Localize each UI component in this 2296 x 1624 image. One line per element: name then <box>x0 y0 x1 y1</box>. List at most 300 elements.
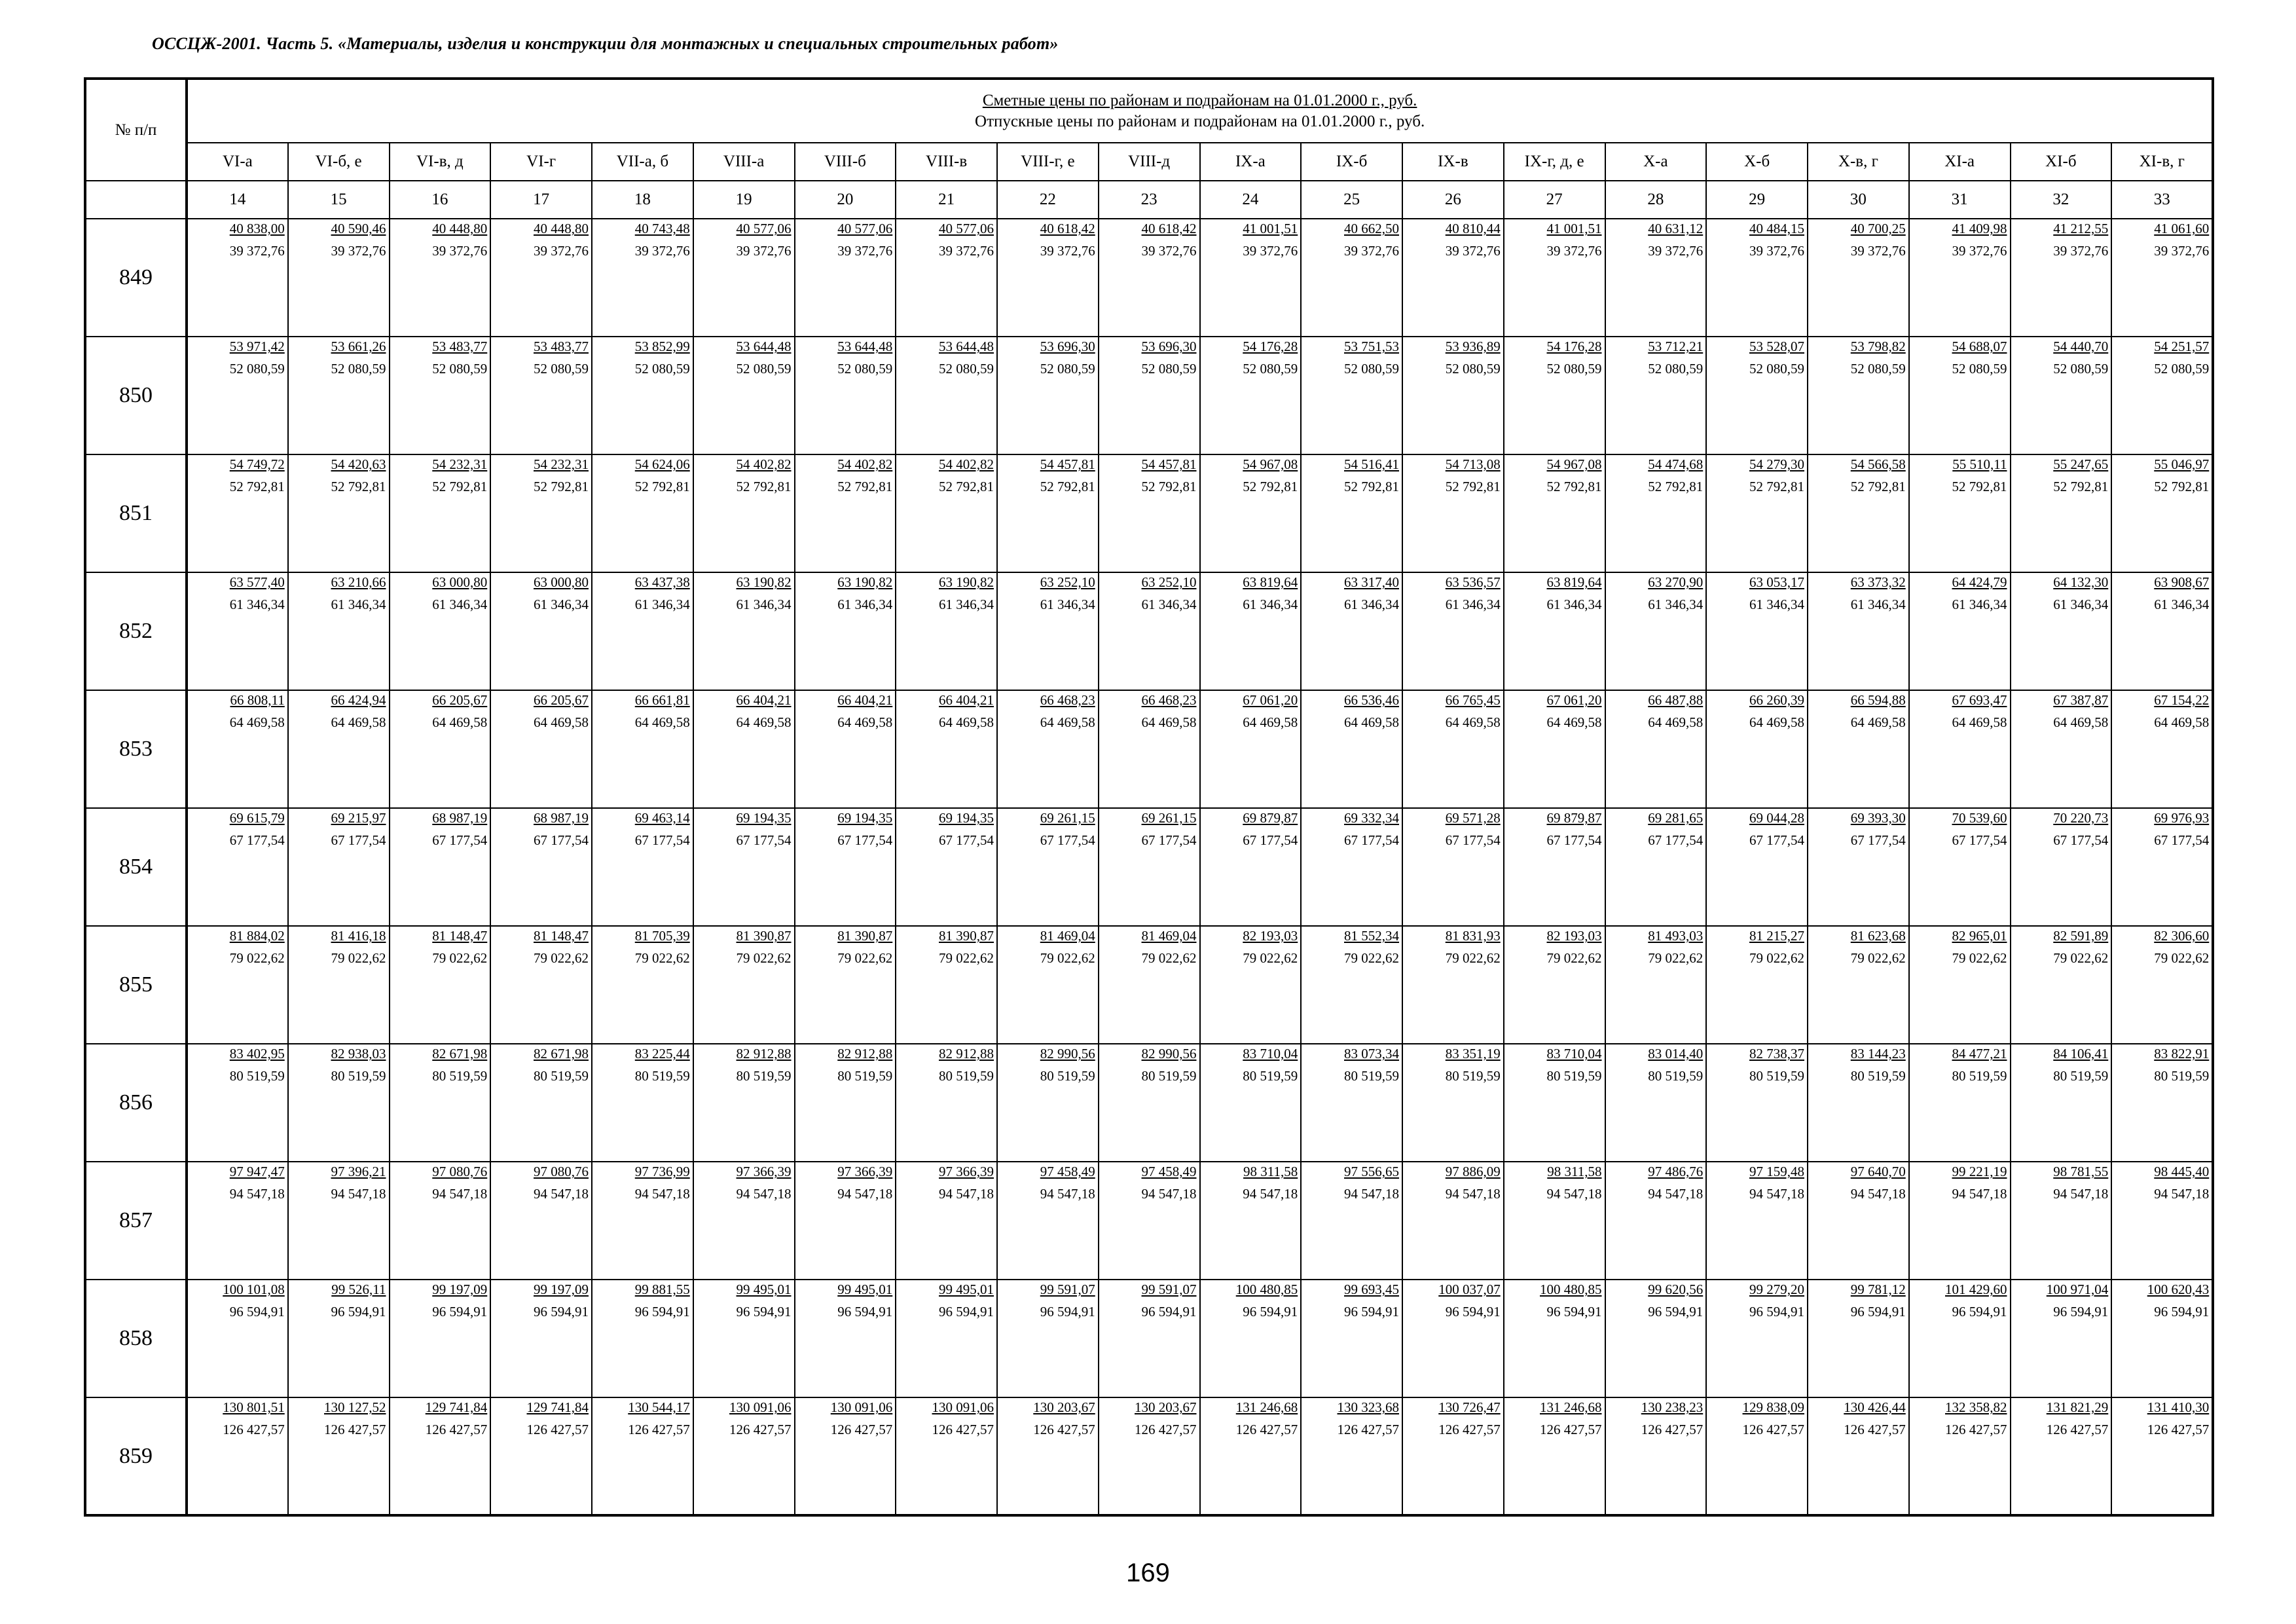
estimate-price: 97 640,70 <box>1850 1164 1906 1179</box>
estimate-price: 99 781,12 <box>1850 1282 1906 1297</box>
price-cell <box>1808 337 1909 454</box>
price-cell <box>1504 1044 1605 1162</box>
price-cell <box>1909 1280 2011 1397</box>
estimate-price: 69 571,28 <box>1445 810 1501 826</box>
price-cell <box>390 1397 491 1515</box>
estimate-price: 69 044,28 <box>1749 810 1804 826</box>
estimate-price: 82 912,88 <box>837 1046 893 1061</box>
estimate-price: 40 743,48 <box>634 221 690 236</box>
price-cell <box>1402 337 1504 454</box>
estimate-price: 98 311,58 <box>1243 1164 1298 1179</box>
release-price: 80 519,59 <box>1546 1068 1602 1084</box>
price-cell <box>896 1280 997 1397</box>
release-price: 61 346,34 <box>432 597 488 612</box>
price-cell <box>187 1044 288 1162</box>
release-price: 79 022,62 <box>1546 950 1602 966</box>
price-cell <box>288 926 390 1044</box>
column-number-row <box>85 181 2213 219</box>
district-header: VIII-б <box>795 143 896 181</box>
price-cell <box>896 219 997 337</box>
release-price: 94 547,18 <box>837 1186 893 1202</box>
price-cell <box>1605 690 1707 808</box>
price-cell <box>288 1280 390 1397</box>
district-header: VIII-г, е <box>997 143 1099 181</box>
estimate-price: 130 238,23 <box>1641 1399 1704 1415</box>
price-cell <box>896 572 997 690</box>
price-cell <box>1808 454 1909 572</box>
release-price: 126 427,57 <box>1540 1422 1602 1437</box>
release-price: 67 177,54 <box>1445 832 1501 848</box>
price-cell <box>592 1397 693 1515</box>
estimate-price: 99 279,20 <box>1749 1282 1804 1297</box>
price-cell <box>2011 690 2112 808</box>
price-cell <box>2111 337 2213 454</box>
price-cell <box>187 690 288 808</box>
price-cell <box>1099 1397 1200 1515</box>
price-cell <box>795 454 896 572</box>
release-price: 52 080,59 <box>1445 361 1501 377</box>
estimate-price: 83 225,44 <box>634 1046 690 1061</box>
price-cell <box>490 1397 592 1515</box>
price-cell <box>390 454 491 572</box>
estimate-price: 68 987,19 <box>534 810 589 826</box>
estimate-price: 99 197,09 <box>534 1282 589 1297</box>
release-price: 39 372,76 <box>534 243 589 259</box>
price-cell <box>390 572 491 690</box>
price-cell <box>1605 1397 1707 1515</box>
release-price: 126 427,57 <box>1337 1422 1399 1437</box>
price-cell <box>288 808 390 926</box>
estimate-price: 53 696,30 <box>1141 339 1197 354</box>
price-cell <box>490 808 592 926</box>
price-cell <box>997 690 1099 808</box>
estimate-price: 83 351,19 <box>1445 1046 1501 1061</box>
row-number: 850 <box>85 337 187 454</box>
district-header: VIII-д <box>1099 143 1200 181</box>
estimate-price: 130 203,67 <box>1033 1399 1095 1415</box>
estimate-price: 66 661,81 <box>634 692 690 708</box>
district-header: X-б <box>1706 143 1808 181</box>
estimate-price: 83 144,23 <box>1850 1046 1906 1061</box>
release-price: 80 519,59 <box>229 1068 285 1084</box>
release-price: 64 469,58 <box>1952 714 2007 730</box>
release-price: 61 346,34 <box>1648 597 1704 612</box>
estimate-price: 130 203,67 <box>1135 1399 1197 1415</box>
price-cell <box>1402 454 1504 572</box>
price-cell <box>1504 572 1605 690</box>
price-cell <box>693 337 795 454</box>
price-cell <box>592 1044 693 1162</box>
release-price: 79 022,62 <box>634 950 690 966</box>
release-price: 52 080,59 <box>1850 361 1906 377</box>
estimate-price: 54 279,30 <box>1749 456 1804 472</box>
estimate-price: 66 404,21 <box>837 692 893 708</box>
row-number: 851 <box>85 454 187 572</box>
estimate-price: 63 317,40 <box>1344 574 1399 590</box>
estimate-price: 130 726,47 <box>1438 1399 1501 1415</box>
release-price: 96 594,91 <box>1243 1304 1298 1320</box>
release-price: 96 594,91 <box>432 1304 488 1320</box>
estimate-price: 81 469,04 <box>1040 928 1095 944</box>
release-price: 96 594,91 <box>2154 1304 2210 1320</box>
estimate-price: 66 468,23 <box>1040 692 1095 708</box>
estimate-price: 100 620,43 <box>2147 1282 2210 1297</box>
price-cell <box>2111 572 2213 690</box>
estimate-price: 69 281,65 <box>1648 810 1704 826</box>
release-price: 52 792,81 <box>1445 479 1501 494</box>
release-price: 96 594,91 <box>1344 1304 1399 1320</box>
release-price: 52 080,59 <box>1141 361 1197 377</box>
row-number: 857 <box>85 1162 187 1280</box>
estimate-price: 129 741,84 <box>526 1399 589 1415</box>
release-price: 80 519,59 <box>1344 1068 1399 1084</box>
estimate-price: 130 426,44 <box>1844 1399 1906 1415</box>
estimate-price: 83 710,04 <box>1546 1046 1602 1061</box>
estimate-price: 63 536,57 <box>1445 574 1501 590</box>
release-price: 96 594,91 <box>229 1304 285 1320</box>
release-price: 64 469,58 <box>534 714 589 730</box>
release-price: 52 080,59 <box>432 361 488 377</box>
district-header: X-а <box>1605 143 1707 181</box>
estimate-price: 66 404,21 <box>736 692 792 708</box>
table-row <box>85 337 2213 454</box>
table-row <box>85 1397 2213 1515</box>
release-price: 126 427,57 <box>1641 1422 1704 1437</box>
estimate-price: 54 440,70 <box>2053 339 2109 354</box>
price-cell <box>693 572 795 690</box>
price-cell <box>1909 1397 2011 1515</box>
price-cell <box>1909 808 2011 926</box>
release-price: 96 594,91 <box>837 1304 893 1320</box>
release-price: 52 792,81 <box>736 479 792 494</box>
price-cell <box>896 337 997 454</box>
release-price: 52 080,59 <box>1040 361 1095 377</box>
price-cell <box>1301 1280 1402 1397</box>
price-cell <box>795 219 896 337</box>
release-price: 64 469,58 <box>1141 714 1197 730</box>
estimate-price: 131 246,68 <box>1540 1399 1602 1415</box>
release-price: 79 022,62 <box>331 950 386 966</box>
estimate-price: 63 908,67 <box>2154 574 2210 590</box>
column-number: 14 <box>187 181 288 219</box>
district-header: VIII-а <box>693 143 795 181</box>
price-cell <box>1301 808 1402 926</box>
release-price: 94 547,18 <box>736 1186 792 1202</box>
release-price: 64 469,58 <box>634 714 690 730</box>
release-price: 94 547,18 <box>432 1186 488 1202</box>
estimate-price: 70 539,60 <box>1952 810 2007 826</box>
release-price: 80 519,59 <box>837 1068 893 1084</box>
price-cell <box>1706 454 1808 572</box>
price-cell <box>1605 219 1707 337</box>
price-cell <box>1605 1280 1707 1397</box>
estimate-price: 97 366,39 <box>939 1164 994 1179</box>
table-row <box>85 926 2213 1044</box>
price-cell <box>693 1397 795 1515</box>
price-cell <box>1706 1044 1808 1162</box>
price-cell <box>1301 454 1402 572</box>
price-cell <box>1909 219 2011 337</box>
price-cell <box>390 690 491 808</box>
release-price: 61 346,34 <box>1749 597 1804 612</box>
price-cell <box>693 690 795 808</box>
release-price: 52 792,81 <box>1243 479 1298 494</box>
estimate-price: 54 967,08 <box>1546 456 1602 472</box>
estimate-price: 132 358,82 <box>1945 1399 2007 1415</box>
release-price: 64 469,58 <box>736 714 792 730</box>
release-price-title: Отпускные цены по районам и подрайонам на 01.01.2000 г., руб. <box>975 112 1425 130</box>
table-row <box>85 808 2213 926</box>
release-price: 64 469,58 <box>1850 714 1906 730</box>
estimate-price: 64 132,30 <box>2053 574 2109 590</box>
estimate-price: 99 495,01 <box>837 1282 893 1297</box>
column-number: 21 <box>896 181 997 219</box>
release-price: 52 792,81 <box>2154 479 2210 494</box>
release-price: 79 022,62 <box>1040 950 1095 966</box>
estimate-price: 130 544,17 <box>628 1399 690 1415</box>
release-price: 80 519,59 <box>432 1068 488 1084</box>
column-number: 32 <box>2011 181 2112 219</box>
release-price: 79 022,62 <box>2053 950 2109 966</box>
price-cell <box>288 690 390 808</box>
release-price: 61 346,34 <box>534 597 589 612</box>
price-cell <box>187 926 288 1044</box>
estimate-price: 97 366,39 <box>837 1164 893 1179</box>
price-cell <box>2011 219 2112 337</box>
estimate-price: 81 148,47 <box>534 928 589 944</box>
estimate-price: 97 080,76 <box>432 1164 488 1179</box>
release-price: 67 177,54 <box>1344 832 1399 848</box>
estimate-price: 63 000,80 <box>432 574 488 590</box>
price-cell <box>795 572 896 690</box>
release-price: 52 080,59 <box>939 361 994 377</box>
release-price: 52 792,81 <box>229 479 285 494</box>
release-price: 39 372,76 <box>432 243 488 259</box>
estimate-price: 97 736,99 <box>634 1164 690 1179</box>
release-price: 39 372,76 <box>1952 243 2007 259</box>
price-cell <box>1808 1162 1909 1280</box>
release-price: 79 022,62 <box>534 950 589 966</box>
estimate-price: 54 474,68 <box>1648 456 1704 472</box>
price-cell <box>1099 926 1200 1044</box>
release-price: 126 427,57 <box>1033 1422 1095 1437</box>
table-row <box>85 454 2213 572</box>
price-cell <box>187 1280 288 1397</box>
release-price: 94 547,18 <box>1141 1186 1197 1202</box>
estimate-price: 130 801,51 <box>223 1399 285 1415</box>
price-cell <box>490 219 592 337</box>
price-cell <box>288 1044 390 1162</box>
price-cell <box>592 1162 693 1280</box>
table-row <box>85 690 2213 808</box>
price-cell <box>1504 690 1605 808</box>
price-cell <box>1099 454 1200 572</box>
price-cell <box>1909 1162 2011 1280</box>
price-cell <box>1706 1397 1808 1515</box>
price-cell <box>997 926 1099 1044</box>
estimate-price: 81 705,39 <box>634 928 690 944</box>
release-price: 39 372,76 <box>1546 243 1602 259</box>
release-price: 79 022,62 <box>229 950 285 966</box>
price-cell <box>1504 337 1605 454</box>
estimate-price: 40 838,00 <box>229 221 285 236</box>
estimate-price: 54 566,58 <box>1850 456 1906 472</box>
estimate-price: 67 693,47 <box>1952 692 2007 708</box>
estimate-price: 69 332,34 <box>1344 810 1399 826</box>
price-cell <box>1706 808 1808 926</box>
price-cell <box>1808 1397 1909 1515</box>
release-price: 61 346,34 <box>1445 597 1501 612</box>
table-row <box>85 1162 2213 1280</box>
estimate-price: 84 106,41 <box>2053 1046 2109 1061</box>
district-header: VI-б, е <box>288 143 390 181</box>
release-price: 61 346,34 <box>1850 597 1906 612</box>
estimate-price: 97 458,49 <box>1141 1164 1197 1179</box>
column-number: 20 <box>795 181 896 219</box>
release-price: 126 427,57 <box>830 1422 893 1437</box>
estimate-price: 82 671,98 <box>432 1046 488 1061</box>
estimate-price: 40 484,15 <box>1749 221 1804 236</box>
column-number: 26 <box>1402 181 1504 219</box>
price-cell <box>1808 926 1909 1044</box>
price-cell <box>2011 808 2112 926</box>
release-price: 94 547,18 <box>1445 1186 1501 1202</box>
running-header: ОССЦЖ-2001. Часть 5. «Материалы, изделия и конструкции для монтажных и специальных строительных работ» <box>152 34 1059 53</box>
price-cell <box>1706 690 1808 808</box>
estimate-price: 131 410,30 <box>2147 1399 2210 1415</box>
release-price: 126 427,57 <box>1135 1422 1197 1437</box>
price-cell <box>1706 572 1808 690</box>
estimate-price: 97 556,65 <box>1344 1164 1399 1179</box>
release-price: 96 594,91 <box>2053 1304 2109 1320</box>
estimate-price: 82 965,01 <box>1952 928 2007 944</box>
estimate-price: 67 387,87 <box>2053 692 2109 708</box>
estimate-price: 130 091,06 <box>932 1399 994 1415</box>
release-price: 67 177,54 <box>939 832 994 848</box>
estimate-price: 99 620,56 <box>1648 1282 1704 1297</box>
price-cell <box>997 337 1099 454</box>
price-cell <box>997 808 1099 926</box>
release-price: 126 427,57 <box>425 1422 488 1437</box>
release-price: 126 427,57 <box>1438 1422 1501 1437</box>
price-cell <box>1909 454 2011 572</box>
release-price: 80 519,59 <box>1243 1068 1298 1084</box>
release-price: 94 547,18 <box>1952 1186 2007 1202</box>
estimate-price: 66 260,39 <box>1749 692 1804 708</box>
estimate-price: 101 429,60 <box>1945 1282 2007 1297</box>
price-cell <box>2011 1162 2112 1280</box>
price-cell <box>896 808 997 926</box>
price-cell <box>592 926 693 1044</box>
estimate-price: 53 798,82 <box>1850 339 1906 354</box>
release-price: 94 547,18 <box>229 1186 285 1202</box>
column-number: 24 <box>1200 181 1302 219</box>
estimate-price: 130 323,68 <box>1337 1399 1399 1415</box>
estimate-price: 63 000,80 <box>534 574 589 590</box>
release-price: 126 427,57 <box>932 1422 994 1437</box>
table-body <box>85 219 2213 1515</box>
estimate-price: 130 091,06 <box>729 1399 792 1415</box>
price-cell <box>592 219 693 337</box>
price-cell <box>795 1162 896 1280</box>
estimate-price: 97 396,21 <box>331 1164 386 1179</box>
price-cell <box>1504 808 1605 926</box>
price-cell <box>1605 808 1707 926</box>
release-price: 39 372,76 <box>229 243 285 259</box>
estimate-price: 53 661,26 <box>331 339 386 354</box>
price-cell <box>288 572 390 690</box>
row-number: 855 <box>85 926 187 1044</box>
price-cell <box>1808 1280 1909 1397</box>
price-cell <box>896 1162 997 1280</box>
district-header: IX-б <box>1301 143 1402 181</box>
estimate-price: 82 990,56 <box>1040 1046 1095 1061</box>
price-cell <box>1504 1162 1605 1280</box>
price-cell <box>1099 1280 1200 1397</box>
release-price: 96 594,91 <box>331 1304 386 1320</box>
estimate-price: 54 232,31 <box>534 456 589 472</box>
release-price: 52 080,59 <box>736 361 792 377</box>
release-price: 39 372,76 <box>1850 243 1906 259</box>
estimate-price: 54 713,08 <box>1445 456 1501 472</box>
price-cell <box>490 926 592 1044</box>
release-price: 96 594,91 <box>939 1304 994 1320</box>
estimate-price: 53 696,30 <box>1040 339 1095 354</box>
price-cell <box>187 219 288 337</box>
release-price: 80 519,59 <box>736 1068 792 1084</box>
price-cell <box>490 337 592 454</box>
price-cell <box>1808 1044 1909 1162</box>
release-price: 52 080,59 <box>1243 361 1298 377</box>
estimate-price: 41 212,55 <box>2053 221 2109 236</box>
price-cell <box>2011 337 2112 454</box>
estimate-price: 53 644,48 <box>939 339 994 354</box>
price-cell <box>490 1280 592 1397</box>
column-number: 30 <box>1808 181 1909 219</box>
district-header: IX-г, д, е <box>1504 143 1605 181</box>
price-cell <box>1099 219 1200 337</box>
release-price: 61 346,34 <box>1546 597 1602 612</box>
price-cell <box>1301 1044 1402 1162</box>
column-number: 17 <box>490 181 592 219</box>
price-cell <box>2011 572 2112 690</box>
price-cell <box>187 1162 288 1280</box>
column-number: 28 <box>1605 181 1707 219</box>
estimate-price: 84 477,21 <box>1952 1046 2007 1061</box>
price-cell <box>592 1280 693 1397</box>
estimate-price: 41 001,51 <box>1243 221 1298 236</box>
price-cell <box>390 337 491 454</box>
estimate-price: 40 577,06 <box>939 221 994 236</box>
page-number: 169 <box>1126 1559 1170 1587</box>
price-cell <box>1200 690 1302 808</box>
release-price: 67 177,54 <box>432 832 488 848</box>
release-price: 126 427,57 <box>526 1422 589 1437</box>
column-number: 27 <box>1504 181 1605 219</box>
price-cell <box>1504 219 1605 337</box>
estimate-price: 55 247,65 <box>2053 456 2109 472</box>
price-cell <box>2111 219 2213 337</box>
release-price: 79 022,62 <box>1850 950 1906 966</box>
estimate-price: 81 469,04 <box>1141 928 1197 944</box>
estimate-price: 53 712,21 <box>1648 339 1704 354</box>
estimate-price: 40 590,46 <box>331 221 386 236</box>
estimate-price: 130 127,52 <box>324 1399 386 1415</box>
price-cell <box>288 1397 390 1515</box>
price-cell <box>1706 219 1808 337</box>
release-price: 67 177,54 <box>1749 832 1804 848</box>
estimate-price: 82 591,89 <box>2053 928 2109 944</box>
